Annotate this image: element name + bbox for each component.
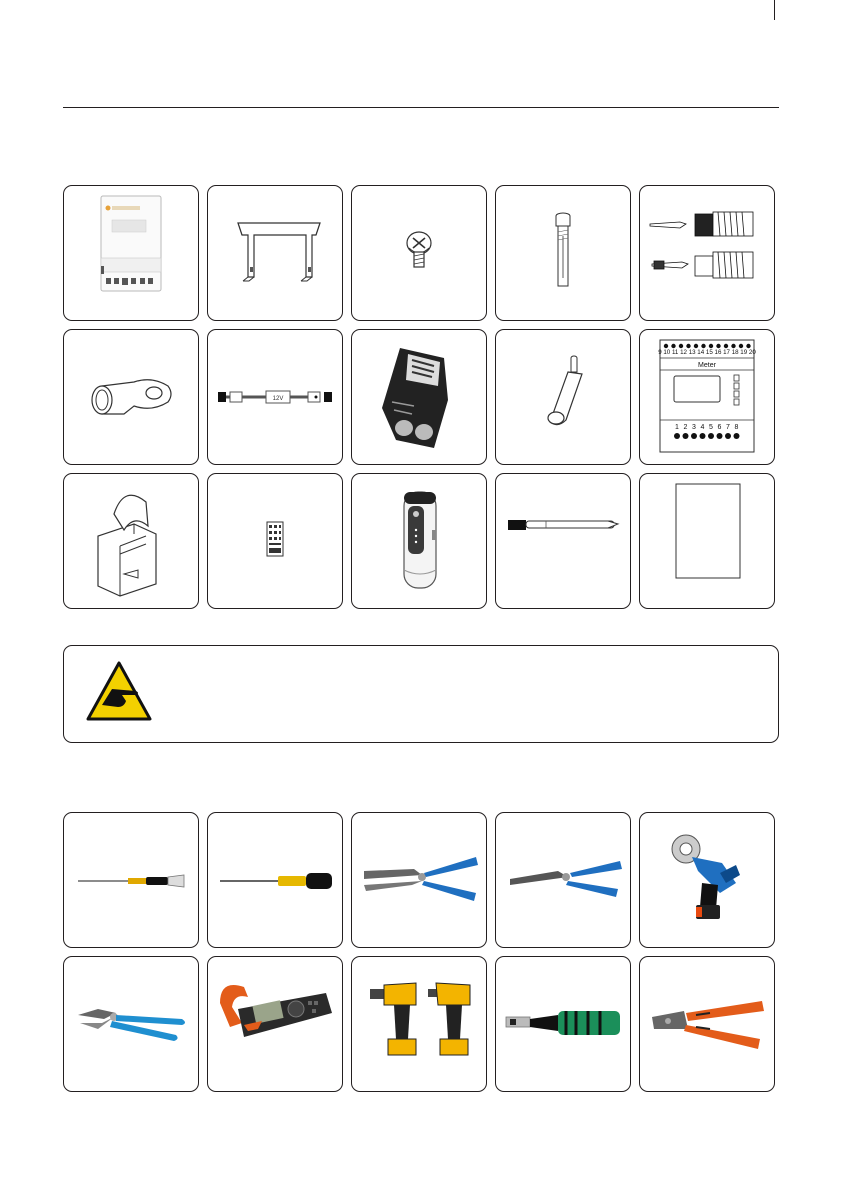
- meter-top-terminals: 9 10 11 12 13 14 15 16 17 18 19 20: [658, 349, 756, 356]
- precision-screwdriver-image: [64, 813, 198, 947]
- meter-image: [640, 330, 774, 464]
- tool-cell: [63, 956, 199, 1092]
- power-drills-image: [352, 957, 486, 1091]
- manual-image: [640, 474, 774, 608]
- part-cell: [351, 329, 487, 465]
- anchor-bolt-image: [496, 186, 630, 320]
- ct-clamp-image: [64, 474, 198, 608]
- tool-cell: [351, 812, 487, 948]
- datalogger-image: [352, 474, 486, 608]
- battery-connector-image: [352, 330, 486, 464]
- part-cell: [639, 473, 775, 609]
- crimping-tool-image: [640, 957, 774, 1091]
- tool-cell: [639, 812, 775, 948]
- part-cell: [63, 329, 199, 465]
- torque-screwdriver-image: [496, 957, 630, 1091]
- crop-mark: [774, 0, 775, 20]
- part-cell: [207, 329, 343, 465]
- tool-cell: [495, 956, 631, 1092]
- tool-cell: [639, 956, 775, 1092]
- clamp-meter-image: [208, 957, 342, 1091]
- pliers-image: [64, 957, 198, 1091]
- tools-grid: [63, 812, 775, 1092]
- inverter-image: [64, 186, 198, 320]
- part-cell: [63, 185, 199, 321]
- screw-image: [352, 186, 486, 320]
- meter-terminal: 3: [692, 424, 696, 431]
- warning-hand-icon: [86, 661, 152, 721]
- tool-cell: [207, 812, 343, 948]
- cable-image: [208, 330, 342, 464]
- part-cell: [207, 473, 343, 609]
- ring-terminal-image: [64, 330, 198, 464]
- hydraulic-crimper-image: [640, 813, 774, 947]
- part-cell: [495, 329, 631, 465]
- plug-image: [496, 330, 630, 464]
- part-cell: [351, 185, 487, 321]
- pv-connectors-image: [640, 186, 774, 320]
- wire-stripper-image: [352, 813, 486, 947]
- notice-box: [63, 645, 779, 743]
- meter-terminal: 7: [726, 424, 730, 431]
- cable-label: 12V: [272, 396, 284, 402]
- part-cell: [351, 473, 487, 609]
- meter-terminal: 2: [683, 424, 688, 431]
- tool-cell: [351, 956, 487, 1092]
- meter-terminal: 5: [709, 424, 713, 431]
- meter-label: Meter: [698, 362, 716, 369]
- meter-terminal: 8: [734, 424, 739, 431]
- wire-cutter-image: [496, 813, 630, 947]
- wall-bracket-image: [208, 186, 342, 320]
- svg-text:KLEIN: KLEIN: [442, 858, 456, 866]
- parts-grid: [63, 185, 775, 609]
- part-cell: [207, 185, 343, 321]
- screwdriver-image: [208, 813, 342, 947]
- antenna-image: [496, 474, 630, 608]
- terminal-plug-image: [208, 474, 342, 608]
- part-cell: [639, 329, 775, 465]
- tool-cell: [207, 956, 343, 1092]
- part-cell: [639, 185, 775, 321]
- meter-terminal: 4: [700, 424, 705, 431]
- header-rule: [63, 107, 779, 108]
- part-cell: [63, 473, 199, 609]
- tool-cell: [495, 812, 631, 948]
- part-cell: [495, 473, 631, 609]
- meter-terminal: 1: [675, 424, 679, 431]
- meter-terminal: 6: [717, 424, 722, 431]
- part-cell: [495, 185, 631, 321]
- tool-cell: [63, 812, 199, 948]
